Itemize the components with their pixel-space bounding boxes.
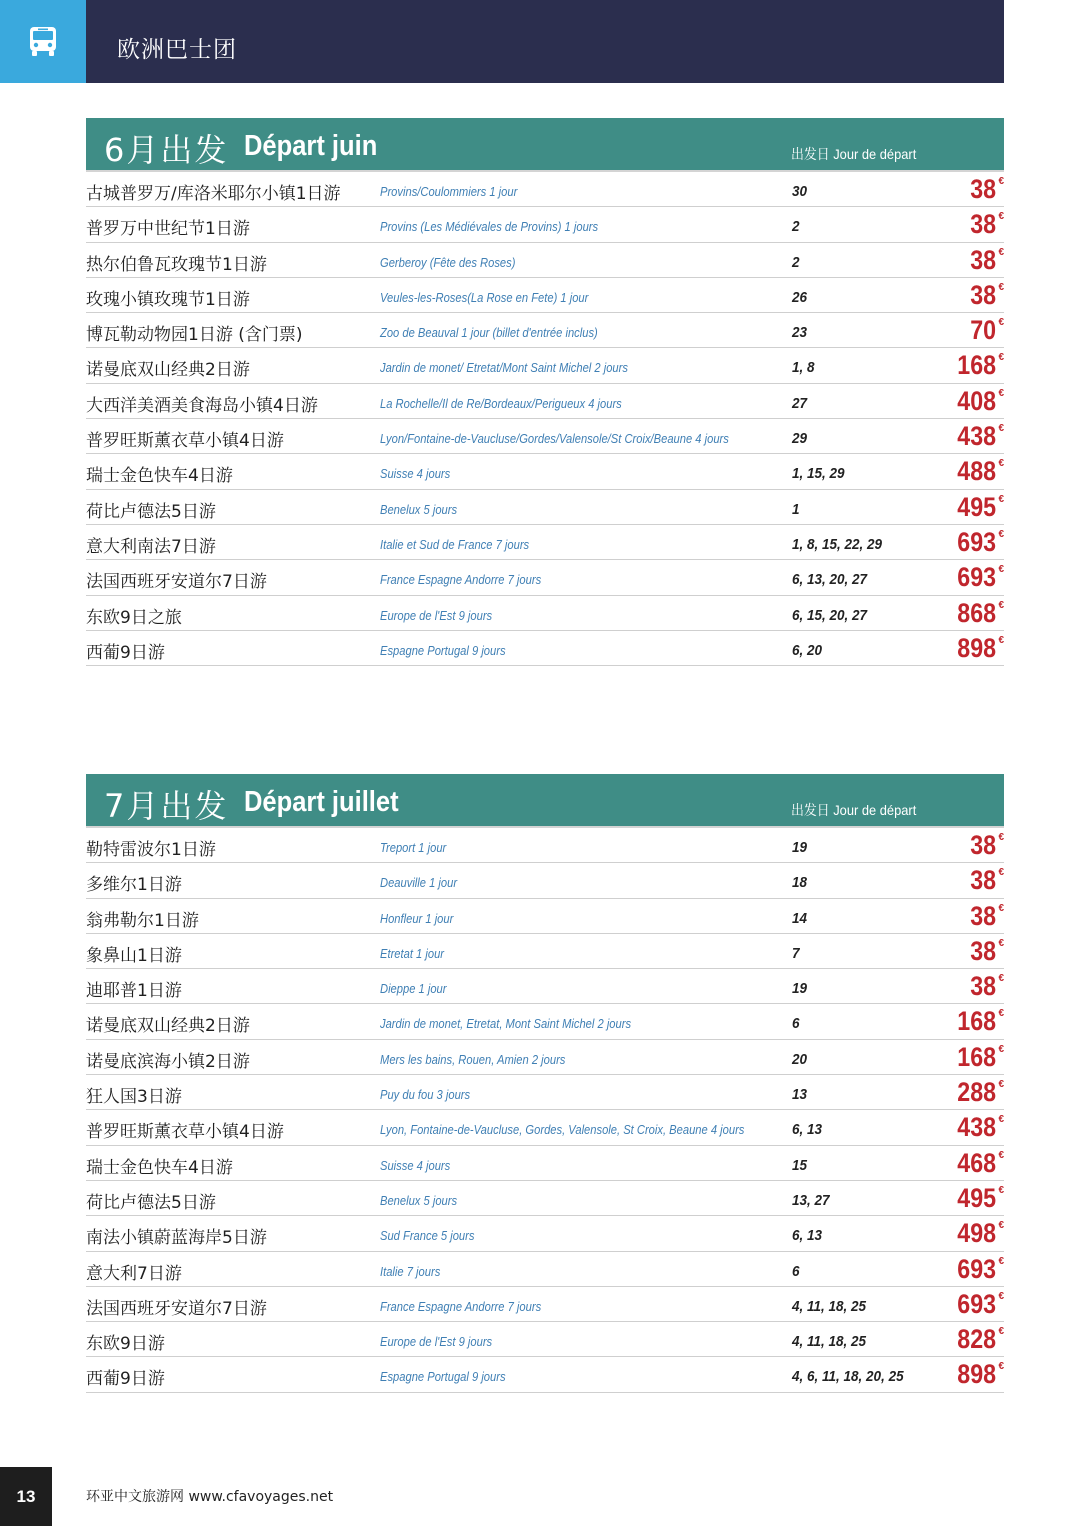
tour-row [86, 454, 1004, 489]
tour-name-cn: 法国西班牙安道尔7日游 [86, 572, 267, 593]
section-header [86, 774, 1004, 828]
currency-symbol: € [998, 493, 1004, 505]
tour-row [86, 1004, 1004, 1039]
departure-dates: 14 [792, 909, 808, 927]
tour-row [86, 243, 1004, 278]
tour-name-fr: Espagne Portugal 9 jours [380, 1369, 506, 1385]
tour-name-cn: 大西洋美酒美食海岛小镇4日游 [86, 395, 318, 416]
header-bar [86, 0, 1004, 83]
departure-dates: 29 [792, 430, 808, 448]
currency-symbol: € [998, 317, 1004, 329]
currency-symbol: € [998, 1184, 1004, 1196]
tour-row [86, 348, 1004, 383]
tour-row [86, 1287, 1004, 1322]
tour-name-fr: Deauville 1 jour [380, 875, 458, 891]
tour-name-fr: Italie 7 jours [380, 1263, 441, 1279]
departure-dates: 1 [792, 500, 800, 518]
tour-name-fr: Etretat 1 jour [380, 945, 445, 961]
tour-name-cn: 古城普罗万/库洛米耶尔小镇1日游 [86, 184, 341, 204]
tour-price: 288 [957, 1077, 996, 1108]
date-column-header: 出发日 Jour de départ [791, 146, 917, 162]
tour-price: 438 [957, 421, 996, 452]
tour-row [86, 1322, 1004, 1357]
tour-price: 693 [957, 562, 996, 593]
date-column-header: 出发日 Jour de départ [791, 802, 917, 818]
tour-name-cn: 热尔伯鲁瓦玫瑰节1日游 [86, 254, 267, 275]
footer-website: 环亚中文旅游网 www.cfavoyages.net [86, 1489, 334, 1505]
tour-name-fr: France Espagne Andorre 7 jours [380, 572, 542, 588]
tour-price: 693 [957, 1253, 996, 1284]
departure-dates: 1, 8 [792, 359, 815, 377]
tour-name-cn: 博瓦勒动物园1日游 (含门票) [86, 325, 303, 346]
tour-row [86, 1110, 1004, 1145]
tour-name-cn: 荷比卢德法5日游 [86, 1192, 216, 1213]
tour-row [86, 596, 1004, 631]
tour-name-cn: 西葡9日游 [86, 1369, 165, 1390]
currency-symbol: € [998, 1255, 1004, 1267]
currency-symbol: € [998, 1326, 1004, 1338]
tour-row [86, 1181, 1004, 1216]
tour-price: 38 [970, 900, 996, 931]
page-number: 13 [0, 1467, 52, 1526]
currency-symbol: € [998, 973, 1004, 985]
departure-dates: 6, 20 [792, 641, 823, 659]
tour-name-fr: Jardin de monet/ Etretat/Mont Saint Michel 2 jours [380, 360, 628, 376]
tour-name-cn: 南法小镇蔚蓝海岸5日游 [86, 1228, 267, 1249]
page-title: 欧洲巴士团 [117, 37, 237, 63]
tour-name-fr: Zoo de Beauval 1 jour (billet d'entrée inclus) [380, 325, 598, 341]
departure-dates: 19 [792, 839, 808, 856]
tour-price: 38 [970, 174, 996, 204]
tour-price: 693 [957, 526, 996, 557]
section-title-cn: 6月出发 [104, 131, 229, 169]
tour-name-cn: 东欧9日之旅 [86, 607, 182, 628]
tour-row [86, 1146, 1004, 1181]
tour-name-fr: Espagne Portugal 9 jours [380, 642, 506, 658]
section-title-fr: Départ juin [244, 130, 378, 162]
currency-symbol: € [998, 1079, 1004, 1091]
tour-name-cn: 玫瑰小镇玫瑰节1日游 [86, 289, 250, 310]
tour-name-cn: 意大利7日游 [86, 1263, 182, 1284]
tour-name-cn: 诺曼底双山经典2日游 [86, 360, 250, 381]
tour-price: 898 [957, 1359, 996, 1390]
tour-price: 828 [957, 1324, 996, 1355]
departure-dates: 6, 13, 20, 27 [792, 571, 868, 589]
tour-name-fr: Italie et Sud de France 7 jours [380, 536, 530, 552]
tour-price: 898 [957, 632, 996, 663]
departure-dates: 23 [792, 324, 808, 342]
tour-name-fr: Lyon, Fontaine-de-Vaucluse, Gordes, Valensole, St Croix, Beaune 4 jours [380, 1122, 745, 1138]
tour-name-fr: Provins (Les Médiévales de Provins) 1 jours [380, 219, 599, 235]
currency-symbol: € [998, 1114, 1004, 1126]
departure-dates: 13 [792, 1086, 808, 1104]
currency-symbol: € [998, 1290, 1004, 1302]
currency-symbol: € [998, 387, 1004, 399]
tour-price: 38 [970, 830, 996, 860]
tour-name-fr: France Espagne Andorre 7 jours [380, 1298, 542, 1314]
departure-dates: 15 [792, 1156, 808, 1174]
tour-name-fr: Suisse 4 jours [380, 466, 451, 482]
currency-symbol: € [998, 246, 1004, 258]
tour-name-fr: Sud France 5 jours [380, 1228, 475, 1244]
tour-row [86, 560, 1004, 595]
tour-price: 468 [957, 1147, 996, 1178]
departure-dates: 20 [792, 1050, 808, 1068]
tour-name-fr: Benelux 5 jours [380, 1192, 458, 1208]
tour-name-fr: Veules-les-Roses(La Rose en Fete) 1 jour [380, 289, 589, 305]
tour-price: 38 [970, 244, 996, 275]
tour-row [86, 490, 1004, 525]
tour-name-cn: 意大利南法7日游 [86, 536, 216, 557]
departure-dates: 6 [792, 1262, 800, 1280]
bus-icon-box [0, 0, 86, 83]
currency-symbol: € [998, 902, 1004, 914]
tour-price: 868 [957, 597, 996, 628]
section-june [86, 118, 1004, 666]
currency-symbol: € [998, 599, 1004, 611]
tour-name-fr: Mers les bains, Rouen, Amien 2 jours [380, 1051, 566, 1067]
tour-price: 38 [970, 935, 996, 966]
tour-price: 38 [970, 279, 996, 310]
tour-name-fr: Benelux 5 jours [380, 501, 458, 517]
currency-symbol: € [998, 867, 1004, 879]
tour-row [86, 1216, 1004, 1251]
tour-row [86, 207, 1004, 242]
tour-price: 498 [957, 1218, 996, 1249]
currency-symbol: € [998, 1149, 1004, 1161]
tour-name-cn: 诺曼底双山经典2日游 [86, 1016, 250, 1037]
tour-name-fr: Gerberoy (Fête des Roses) [380, 254, 516, 270]
tour-name-cn: 普罗旺斯薰衣草小镇4日游 [86, 1122, 284, 1143]
tour-price: 168 [957, 1006, 996, 1037]
tour-name-cn: 多维尔1日游 [86, 875, 182, 896]
section-july [86, 774, 1004, 1393]
departure-dates: 18 [792, 874, 808, 892]
departure-dates: 19 [792, 980, 808, 998]
tour-row [86, 969, 1004, 1004]
tour-row [86, 1252, 1004, 1287]
tour-price: 38 [970, 209, 996, 240]
tour-price: 495 [957, 1182, 996, 1213]
departure-dates: 27 [792, 394, 808, 412]
currency-symbol: € [998, 1361, 1004, 1373]
currency-symbol: € [998, 634, 1004, 646]
tour-name-fr: Puy du fou 3 jours [380, 1087, 471, 1103]
tour-row [86, 419, 1004, 454]
departure-dates: 13, 27 [792, 1191, 830, 1209]
tour-row [86, 1075, 1004, 1110]
tour-row [86, 899, 1004, 934]
departure-dates: 2 [792, 253, 800, 271]
departure-dates: 6, 13 [792, 1227, 823, 1245]
departure-dates: 1, 15, 29 [792, 465, 845, 483]
currency-symbol: € [998, 1043, 1004, 1055]
tour-row [86, 384, 1004, 419]
tour-name-cn: 瑞士金色快车4日游 [86, 466, 233, 487]
tour-name-cn: 狂人国3日游 [86, 1087, 182, 1108]
departure-dates: 26 [792, 288, 808, 306]
tour-name-cn: 象鼻山1日游 [86, 945, 182, 966]
tour-name-fr: La Rochelle/Il de Re/Bordeaux/Perigueux 4 jours [380, 395, 622, 411]
tour-name-cn: 诺曼底滨海小镇2日游 [86, 1051, 250, 1072]
tour-name-cn: 普罗旺斯薰衣草小镇4日游 [86, 431, 284, 452]
tour-price: 408 [957, 385, 996, 416]
tour-name-cn: 东欧9日游 [86, 1334, 165, 1355]
tour-name-cn: 迪耶普1日游 [86, 981, 182, 1002]
tour-price: 693 [957, 1288, 996, 1319]
tour-price: 168 [957, 350, 996, 381]
tour-row [86, 631, 1004, 666]
tour-row [86, 525, 1004, 560]
tour-name-fr: Suisse 4 jours [380, 1157, 451, 1173]
tour-list [86, 172, 1004, 666]
currency-symbol: € [998, 937, 1004, 949]
bus-icon [26, 25, 60, 59]
tour-price: 70 [970, 315, 996, 346]
currency-symbol: € [998, 1008, 1004, 1020]
tour-name-cn: 勒特雷波尔1日游 [86, 840, 216, 860]
tour-list [86, 828, 1004, 1393]
tour-row [86, 863, 1004, 898]
tour-name-fr: Lyon/Fontaine-de-Vaucluse/Gordes/Valensole/St Croix/Beaune 4 jours [380, 431, 729, 447]
section-title-cn: 7月出发 [104, 787, 229, 825]
departure-dates: 2 [792, 218, 800, 236]
tour-row [86, 1357, 1004, 1392]
tour-name-cn: 瑞士金色快车4日游 [86, 1157, 233, 1178]
tour-name-cn: 普罗万中世纪节1日游 [86, 219, 250, 240]
tour-price: 38 [970, 865, 996, 896]
departure-dates: 4, 11, 18, 25 [792, 1333, 867, 1351]
currency-symbol: € [998, 423, 1004, 435]
tour-name-fr: Provins/Coulommiers 1 jour [380, 184, 518, 199]
currency-symbol: € [998, 458, 1004, 470]
currency-symbol: € [998, 176, 1004, 187]
departure-dates: 4, 11, 18, 25 [792, 1297, 867, 1315]
tour-name-fr: Dieppe 1 jour [380, 981, 447, 997]
departure-dates: 6 [792, 1015, 800, 1033]
tour-name-cn: 西葡9日游 [86, 642, 165, 663]
tour-name-cn: 法国西班牙安道尔7日游 [86, 1298, 267, 1319]
tour-name-fr: Honfleur 1 jour [380, 910, 454, 926]
tour-name-cn: 翁弗勒尔1日游 [86, 910, 199, 931]
departure-dates: 7 [792, 944, 800, 962]
departure-dates: 6, 15, 20, 27 [792, 606, 868, 624]
departure-dates: 4, 6, 11, 18, 20, 25 [792, 1368, 904, 1386]
tour-row [86, 934, 1004, 969]
currency-symbol: € [998, 832, 1004, 843]
tour-name-cn: 荷比卢德法5日游 [86, 501, 216, 522]
tour-row [86, 1040, 1004, 1075]
tour-row [86, 172, 1004, 207]
tour-row [86, 278, 1004, 313]
tour-row [86, 313, 1004, 348]
currency-symbol: € [998, 528, 1004, 540]
section-header [86, 118, 1004, 172]
tour-name-fr: Treport 1 jour [380, 840, 447, 855]
tour-price: 488 [957, 456, 996, 487]
tour-name-fr: Europe de l'Est 9 jours [380, 1334, 493, 1350]
section-title-fr: Départ juillet [244, 786, 399, 818]
tour-price: 495 [957, 491, 996, 522]
tour-price: 438 [957, 1112, 996, 1143]
departure-dates: 1, 8, 15, 22, 29 [792, 535, 883, 553]
currency-symbol: € [998, 564, 1004, 576]
currency-symbol: € [998, 281, 1004, 293]
departure-dates: 30 [792, 183, 808, 200]
currency-symbol: € [998, 352, 1004, 364]
tour-name-fr: Jardin de monet, Etretat, Mont Saint Michel 2 jours [380, 1016, 632, 1032]
tour-row [86, 828, 1004, 863]
tour-price: 38 [970, 971, 996, 1002]
departure-dates: 6, 13 [792, 1121, 823, 1139]
tour-name-fr: Europe de l'Est 9 jours [380, 607, 493, 623]
tour-price: 168 [957, 1041, 996, 1072]
currency-symbol: € [998, 211, 1004, 223]
currency-symbol: € [998, 1220, 1004, 1232]
